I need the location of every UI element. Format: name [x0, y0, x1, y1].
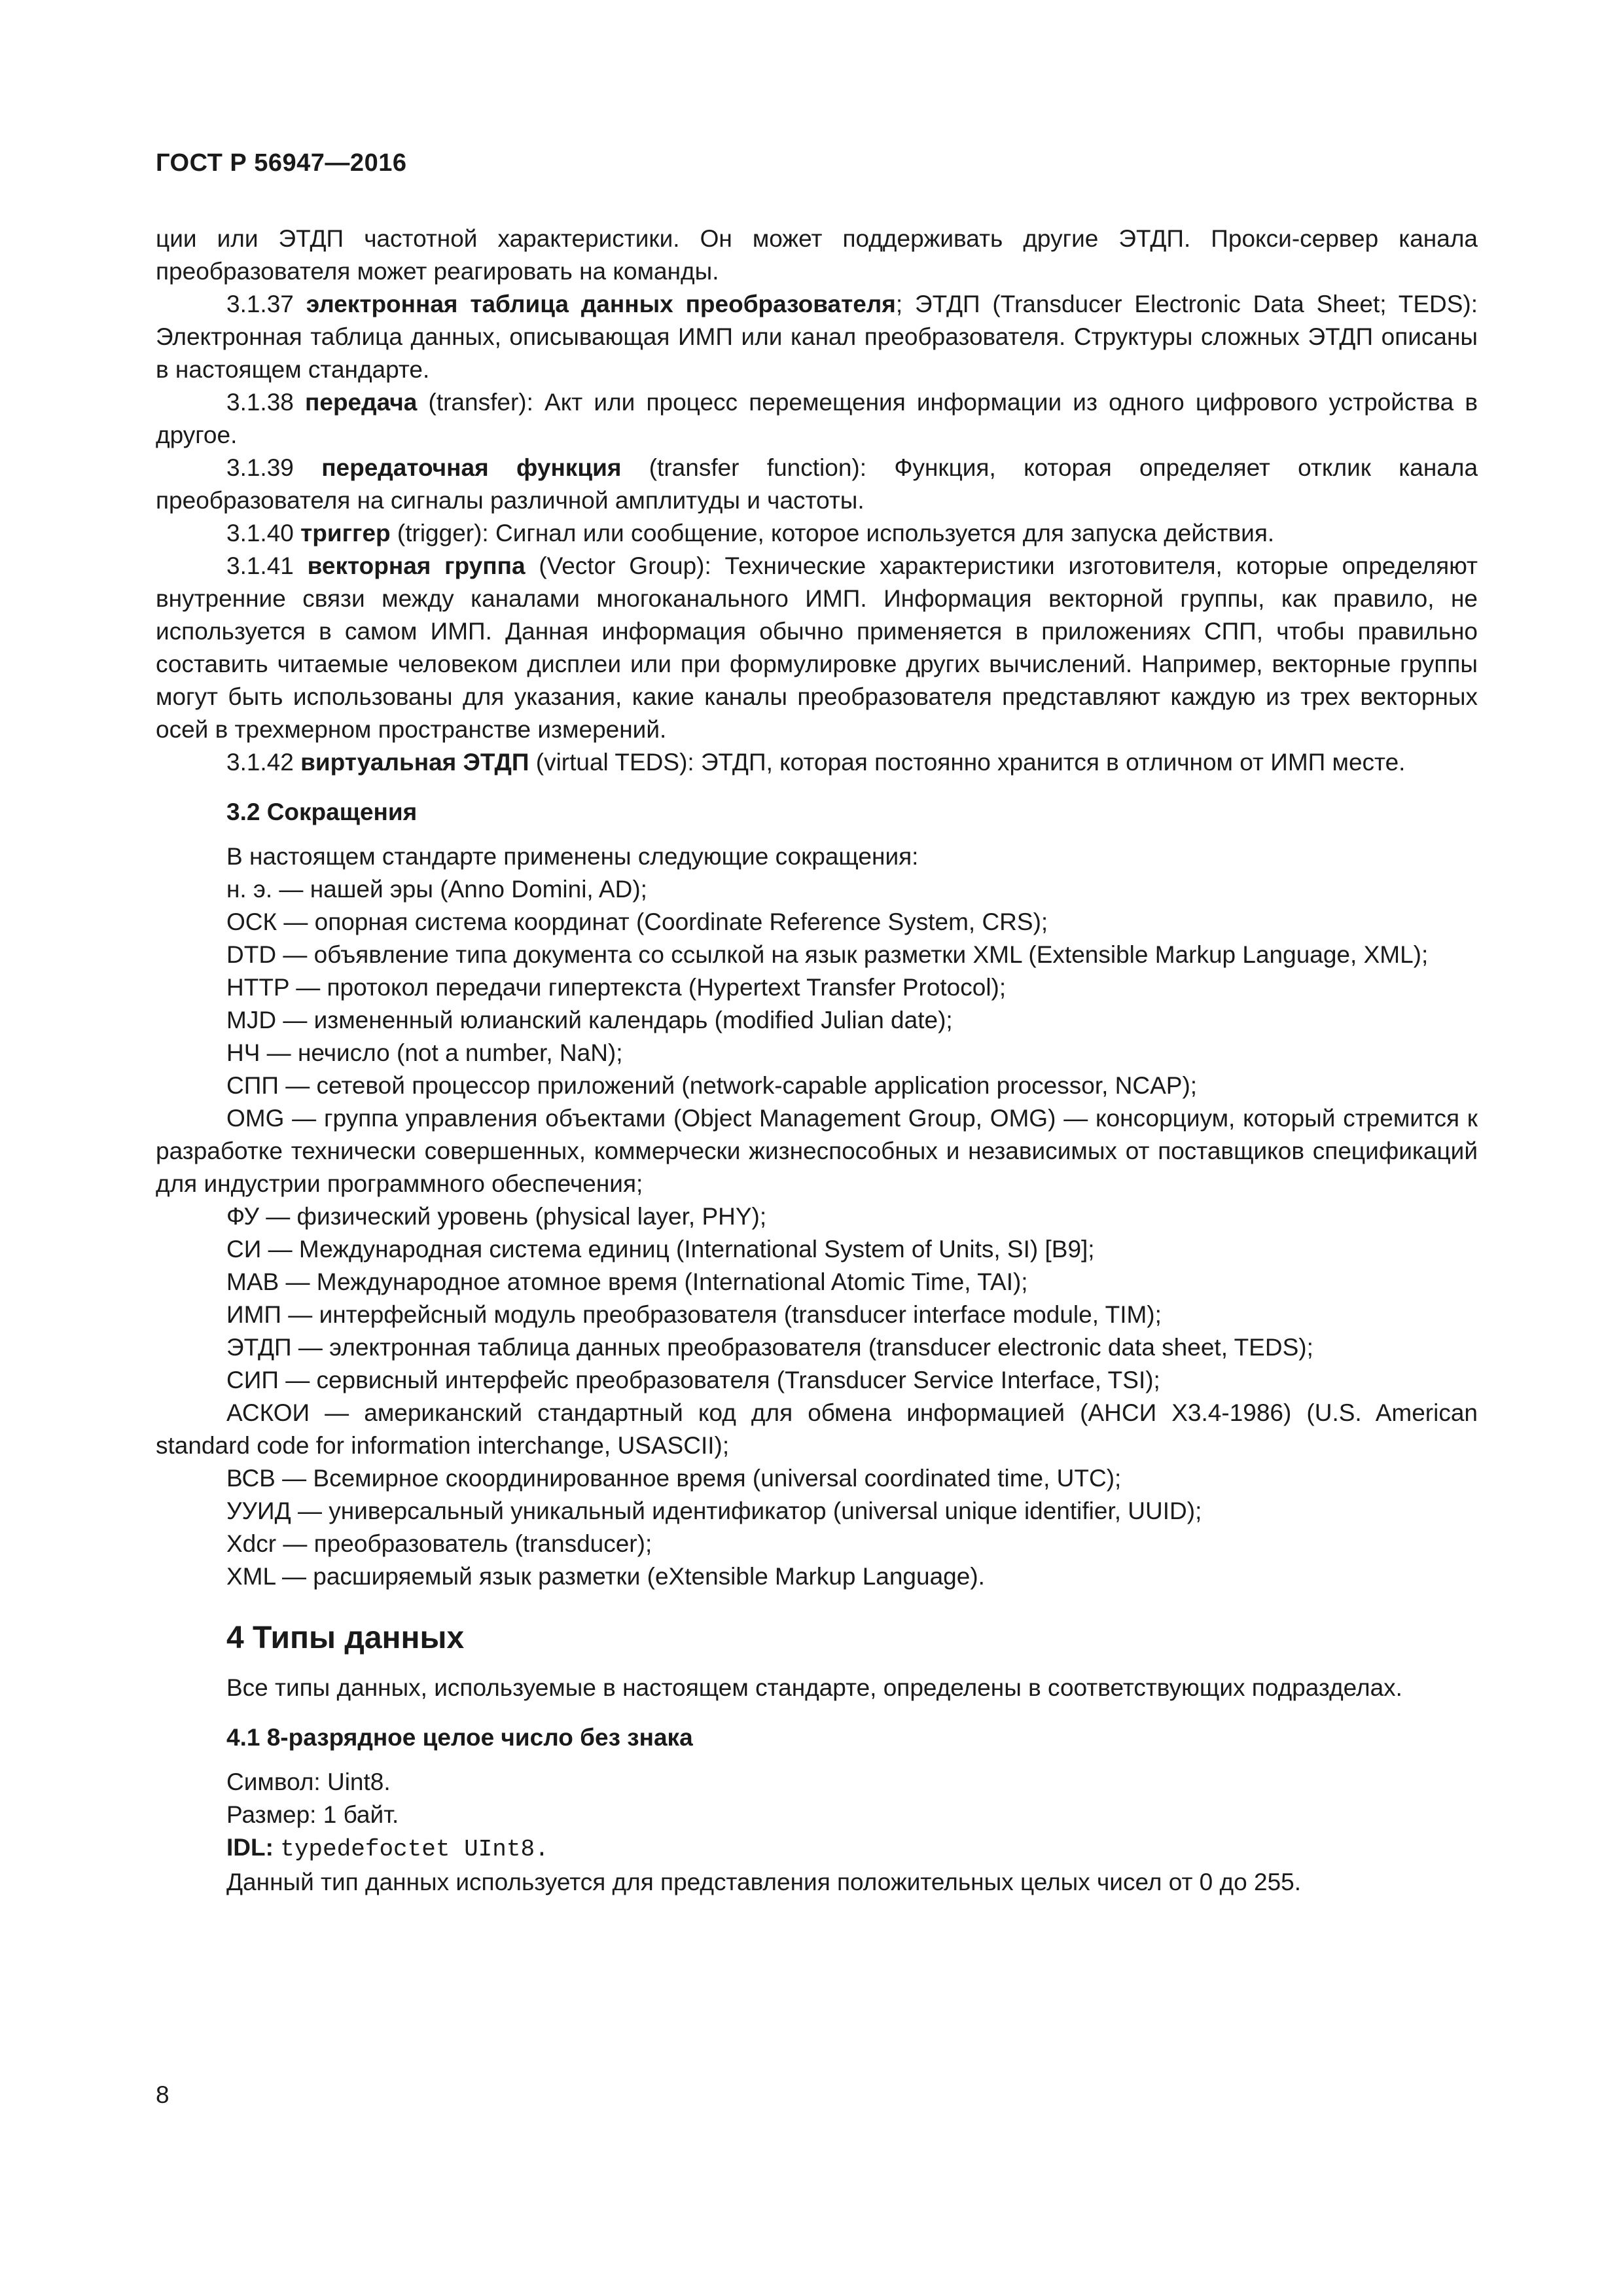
- subsection-title-3-2: 3.2 Сокращения: [226, 798, 418, 825]
- definition-term: векторная группа: [307, 552, 526, 579]
- intro-paragraph: ции или ЭТДП частотной характеристики. Он может поддерживать другие ЭТДП. Прокси-сервер канала преобразователя может реагировать на команды.: [156, 225, 1478, 285]
- type-idl: [156, 1831, 1478, 1866]
- definition-term: триггер: [300, 520, 391, 547]
- page-header: ГОСТ Р 56947—2016: [156, 149, 407, 177]
- abbreviation-item: Xdcr — преобразователь (transducer);: [226, 1530, 652, 1557]
- abbreviation-item: ЭТДП — электронная таблица данных преобразователя (transducer electronic data sheet, TEDS);: [226, 1334, 1313, 1361]
- section-4-text: Все типы данных, используемые в настоящем стандарте, определены в соответствующих подразделах.: [226, 1674, 1402, 1701]
- abbreviation-item: НЧ — нечисло (not a number, NaN);: [226, 1039, 623, 1066]
- definition-3-1-39: 3.1.39 передаточная функция (transfer function): Функция, которая определяет отклик канала преобразователя на сигналы различной амплитуды и частоты.: [156, 454, 1478, 514]
- section-title-4: 4 Типы данных: [226, 1621, 465, 1655]
- definition-3-1-40: 3.1.40 триггер (trigger): Сигнал или сообщение, которое используется для запуска действия.: [226, 520, 1275, 547]
- definition-3-1-37: 3.1.37 электронная таблица данных преобразователя; ЭТДП (Transducer Electronic Data Sheet; TEDS): Электронная таблица данных, описывающая ИМП или канал преобразователя. Структуры сложных ЭТДП описаны в настоящем стандарте.: [156, 291, 1478, 383]
- abbreviation-item: ОСК — опорная система координат (Coordinate Reference System, CRS);: [226, 908, 1048, 935]
- type-symbol: Символ: Uint8.: [226, 1768, 391, 1795]
- abbreviation-item: XML — расширяемый язык разметки (eXtensible Markup Language).: [226, 1563, 985, 1590]
- definition-3-1-42: 3.1.42 виртуальная ЭТДП (virtual TEDS): ЭТДП, которая постоянно хранится в отличном от ИМП месте.: [226, 749, 1406, 776]
- idl-code: typedefoctet UInt8.: [280, 1836, 549, 1863]
- definition-term: передаточная функция: [321, 454, 622, 481]
- type-size: Размер: 1 байт.: [226, 1801, 399, 1828]
- subsection-title-4-1: 4.1 8-разрядное целое число без знака: [226, 1724, 693, 1751]
- abbreviation-item: HTTP — протокол передачи гипертекста (Hypertext Transfer Protocol);: [226, 974, 1007, 1001]
- abbreviations-lead: В настоящем стандарте применены следующие сокращения:: [226, 843, 919, 870]
- abbreviation-item: СИ — Международная система единиц (International System of Units, SI) [B9];: [226, 1236, 1095, 1263]
- abbreviation-item: СИП — сервисный интерфейс преобразователя (Transducer Service Interface, TSI);: [226, 1367, 1160, 1393]
- abbreviation-item: ВСВ — Всемирное скоординированное время (universal coordinated time, UTC);: [226, 1465, 1122, 1492]
- page-number: 8: [156, 2081, 169, 2108]
- abbreviation-item: OMG — группа управления объектами (Object Management Group, OMG) — консорциум, который стремится к разработке технически совершенных, коммерчески жизнеспособных и независимых от поставщиков спецификаций для индустрии программного обеспечения;: [156, 1105, 1478, 1197]
- abbreviation-item: ИМП — интерфейсный модуль преобразователя (transducer interface module, TIM);: [226, 1301, 1162, 1328]
- abbreviation-item: ФУ — физический уровень (physical layer, PHY);: [226, 1203, 767, 1230]
- definition-3-1-41: 3.1.41 векторная группа (Vector Group): Технические характеристики изготовителя, которые определяют внутренние связи между каналами многоканального ИМП. Информация векторной группы, как правило, не используется в самом ИМП. Данная информация обычно применяется в приложениях СПП, чтобы правильно составить читаемые человеком дисплеи или при формулировке других вычислений. Например, векторные группы могут быть использованы для указания, какие каналы преобразователя представляют каждую из трех векторных осей в трехмерном пространстве измерений.: [156, 552, 1478, 743]
- abbreviation-item: н. э. — нашей эры (Anno Domini, AD);: [226, 876, 647, 903]
- page-content: [156, 223, 1478, 1899]
- abbreviation-item: УУИД — универсальный уникальный идентификатор (universal unique identifier, UUID);: [226, 1498, 1202, 1524]
- abbreviation-item: МАВ — Международное атомное время (International Atomic Time, TAI);: [226, 1268, 1028, 1295]
- definition-term: передача: [305, 389, 418, 416]
- type-description: Данный тип данных используется для представления положительных целых чисел от 0 до 255.: [226, 1869, 1302, 1895]
- definition-term: электронная таблица данных преобразователя: [306, 291, 896, 317]
- idl-label: IDL:: [226, 1834, 274, 1861]
- definition-term: виртуальная ЭТДП: [300, 749, 529, 776]
- definition-3-1-38: 3.1.38 передача (transfer): Акт или процесс перемещения информации из одного цифрового устройства в другое.: [156, 389, 1478, 448]
- abbreviation-item: АСКОИ — американский стандартный код для обмена информацией (АНСИ Х3.4-1986) (U.S. American standard code for information interchange, USASCII);: [156, 1399, 1478, 1459]
- abbreviation-item: DTD — объявление типа документа со ссылкой на язык разметки XML (Extensible Markup Language, XML);: [226, 941, 1429, 968]
- abbreviation-item: СПП — сетевой процессор приложений (network-capable application processor, NCAP);: [226, 1072, 1198, 1099]
- abbreviation-item: MJD — измененный юлианский календарь (modified Julian date);: [226, 1007, 953, 1033]
